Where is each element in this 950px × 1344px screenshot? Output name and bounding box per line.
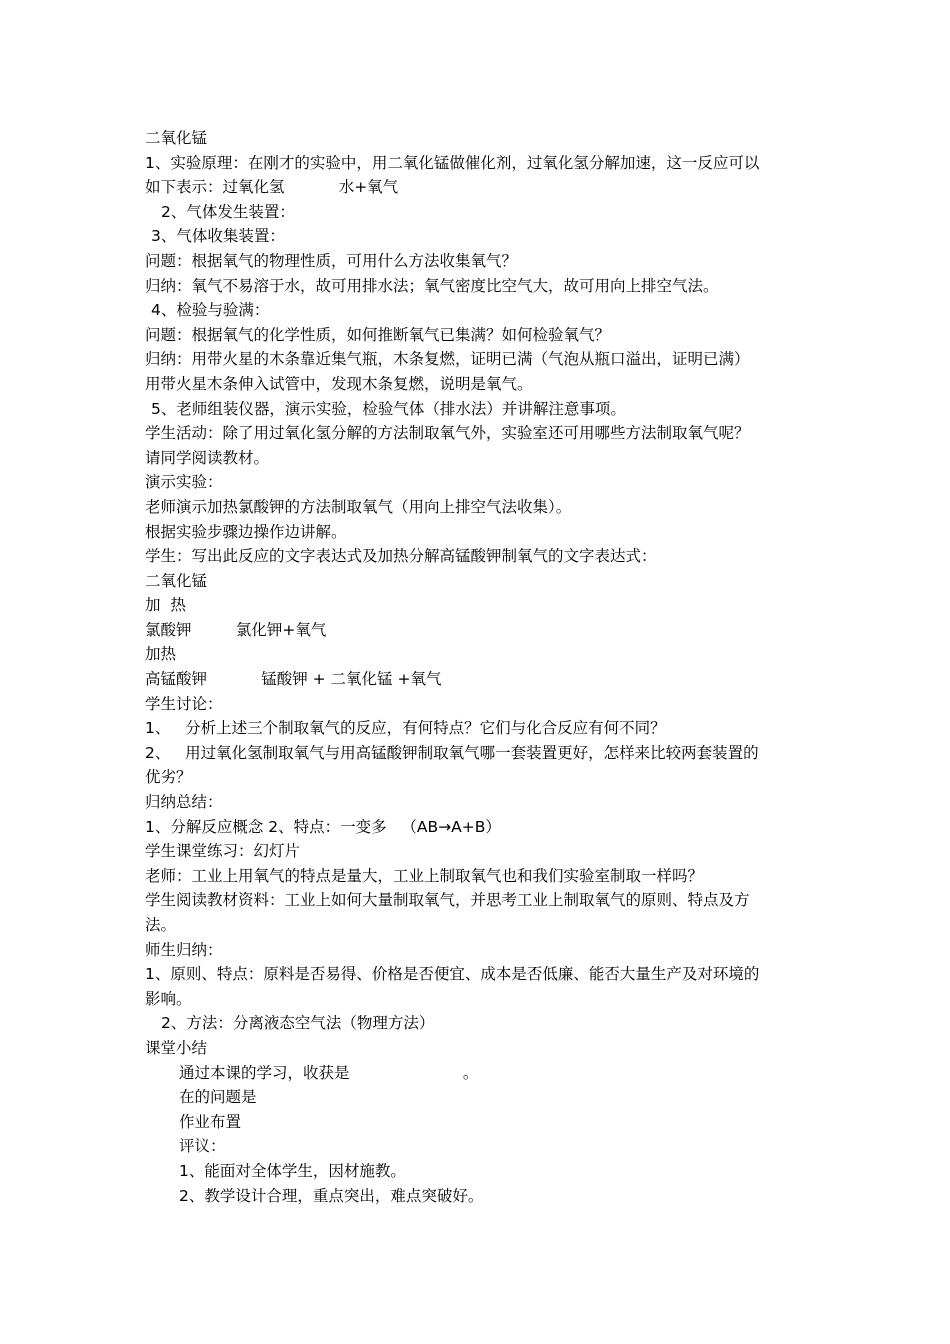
text-line: 归纳：用带火星的木条靠近集气瓶，木条复燃，证明已满（气泡从瓶口溢出，证明已满）: [145, 350, 750, 369]
text-line: 1、 分析上述三个制取氧气的反应，有何特点？它们与化合反应有何不同？: [145, 719, 666, 738]
text-line: 1、原则、特点：原料是否易得、价格是否便宜、成本是否低廉、能否大量生产及对环境的: [145, 965, 760, 984]
text-line: 用带火星木条伸入试管中，发现木条复燃，说明是氧气。: [145, 374, 533, 393]
text-line: 1、能面对全体学生，因材施教。: [179, 1161, 406, 1180]
text-line: 法。: [145, 916, 177, 934]
text-line: 2、教学设计合理，重点突出，难点突破好。: [179, 1186, 484, 1205]
text-line: 2、 用过氧化氢制取氧气与用高锰酸钾制取氧气哪一套装置更好，怎样来比较两套装置的: [145, 743, 759, 762]
text-line: 学生活动：除了用过氧化氢分解的方法制取氧气外，实验室还可用哪些方法制取氧气呢？: [145, 424, 750, 443]
text-line: 问题：根据氧气的物理性质，可用什么方法收集氧气？: [145, 251, 518, 270]
text-line: 问题：根据氧气的化学性质，如何推断氧气已集满？如何检验氧气？: [145, 325, 611, 344]
text-line: 1、分解反应概念 2、特点：一变多 （AB→A+B）: [145, 817, 501, 836]
text-line: 根据实验步骤边操作边讲解。: [145, 522, 347, 541]
text-line: 如下表示：过氧化氢 水+氧气: [145, 178, 399, 197]
text-line: 老师：工业上用氧气的特点是量大，工业上制取氧气也和我们实验室制取一样吗？: [145, 866, 704, 885]
text-line: 归纳：氧气不易溶于水，故可用排水法；氧气密度比空气大，故可用向上排空气法。: [145, 276, 719, 295]
text-line: 3、气体收集装置：: [151, 227, 285, 246]
text-line: 请同学阅读教材。: [145, 448, 270, 467]
text-line: 学生阅读教材资料：工业上如何大量制取氧气，并思考工业上制取氧气的原则、特点及方: [145, 891, 750, 910]
text-line: 演示实验：: [145, 473, 223, 492]
document-body: [145, 126, 815, 1208]
text-line: 加 热: [145, 596, 186, 615]
text-line: 2、方法：分离液态空气法（物理方法）: [161, 1014, 435, 1033]
text-line: 二氧化锰: [145, 129, 208, 147]
text-line: 氯酸钾 氯化钾+氧气: [145, 620, 327, 639]
text-line: 优劣？: [145, 768, 192, 787]
text-line: 课堂小结: [145, 1038, 208, 1057]
text-line: 学生：写出此反应的文字表达式及加热分解高锰酸钾制氧气的文字表达式：: [145, 547, 657, 566]
text-line: 在的问题是: [179, 1088, 257, 1107]
text-line: 高锰酸钾 锰酸钾 + 二氧化锰 +氧气: [145, 670, 442, 689]
text-line: 作业布置: [179, 1112, 242, 1131]
text-line: 4、检验与验满：: [151, 301, 270, 320]
text-line: 学生讨论：: [145, 694, 223, 713]
text-line: 师生归纳：: [145, 940, 223, 959]
text-line: 5、老师组装仪器，演示实验，检验气体（排水法）并讲解注意事项。: [151, 399, 626, 418]
text-line: 通过本课的学习，收获是 。: [179, 1063, 479, 1082]
text-line: 二氧化锰: [145, 571, 208, 590]
text-line: 归纳总结：: [145, 793, 223, 812]
text-line: 学生课堂练习：幻灯片: [145, 842, 301, 861]
text-line: 1、实验原理：在刚才的实验中，用二氧化锰做催化剂，过氧化氢分解加速，这一反应可以: [145, 153, 760, 172]
text-line: 评议：: [179, 1137, 226, 1156]
text-line: 2、气体发生装置：: [161, 202, 295, 221]
text-line: 加热: [145, 645, 177, 664]
text-line: 老师演示加热氯酸钾的方法制取氧气（用向上排空气法收集）。: [145, 497, 572, 516]
text-line: 影响。: [145, 989, 192, 1008]
